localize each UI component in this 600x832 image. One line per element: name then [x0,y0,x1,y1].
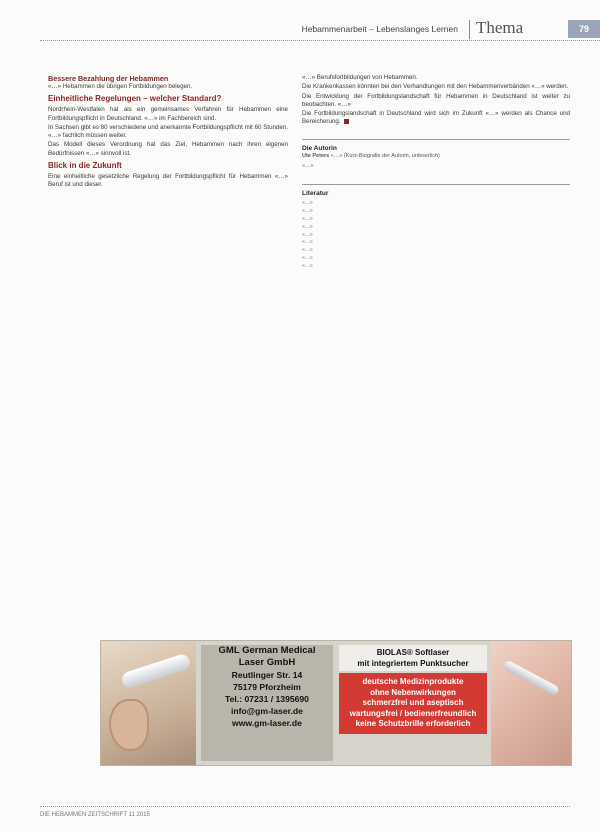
paragraph: «…» Berufsfortbildungen von Hebammen. [302,74,418,81]
literature-list [302,200,570,269]
subheading-bezahlung: Bessere Bezahlung der Hebammen [48,74,169,83]
header-divider [469,20,470,39]
literature-item: «…» [302,254,313,261]
literature-item: «…» [302,231,313,238]
advertisement[interactable] [100,640,572,766]
paragraph: Nordrhein-Westfalen hat als ein gemeinsames Verfahren für Hebammen eine Fortbildungspflicht in Deutschland. «…» im Fachbereich sind. [48,106,288,122]
header-section: Hebammenarbeit – Lebenslanges Lernen [301,24,458,34]
header-thema: Thema [476,18,524,37]
paragraph: Das Modell dieses Verordnung hat das Ziel, Hebammen nach ihren eigenen Bedürfnissen «…» sinnvoll ist. [48,141,288,157]
ad-city: 75179 Pforzheim [233,682,301,692]
author-heading: Die Autorin [302,144,337,152]
ad-web[interactable]: www.gm-laser.de [232,718,302,728]
literature-item: «…» [302,208,313,215]
author-bio: Ute Peters «…» (Kurz-Biografie der Autorin, unleserlich) [302,152,440,159]
ad-company-block [201,645,333,761]
heading-zukunft: Blick in die Zukunft [48,161,122,171]
author-name: Ute Peters [302,152,330,159]
paragraph: Die Fortbildungslandschaft in Deutschland wird sich im Zukunft «…» werden als Chance und Bereicherung. [302,110,570,126]
paragraph: Die Krankenkassen könnten bei den Verhandlungen mit den Hebammenverbänden «…» werden. [302,83,569,91]
literature-heading: Literatur [302,190,329,198]
paragraph: In Sachsen gibt es 80 verschiedene und anerkannte Fortbildungspflicht mit 60 Stunden. «…» fachlich müssen weiter. [48,123,288,140]
literature-item: «…» [302,215,313,222]
literature-item: «…» [302,247,313,254]
page-footer: DIE HEBAMMEN ZEITSCHRIFT 11 2015 [40,812,150,818]
ad-product-features: deutsche Medizinprodukte ohne Nebenwirkungen schmerzfrei und aseptisch wartungsfrei / bedienerfreundlich keine Schutzbrille erforderlich [339,673,487,734]
footer-rule [40,806,570,807]
page-header [0,20,600,40]
ad-company2: Laser GmbH [238,657,296,668]
ad-photo-breast-treatment [491,641,571,765]
author-box [302,139,570,171]
literature-item: «…» [302,239,313,246]
ear-icon [109,699,149,751]
ad-company: GML German Medical [218,645,316,656]
paragraph: Eine einheitliche gesetzliche Regelung der Fortbildungspflicht für Hebammen «…» Beruf ist und dieser. [48,173,288,189]
left-column [48,74,288,191]
literature-item: «…» [302,262,313,269]
ad-tel: Tel.: 07231 / 1395690 [225,694,309,704]
literature-item: «…» [302,223,313,230]
right-column [302,74,570,271]
header-rule [40,40,600,41]
ad-email[interactable]: info@gm-laser.de [231,706,303,716]
literature-item: «…» [302,200,313,207]
ad-product-block [339,645,487,761]
ad-product-title: BIOLAS® Softlaser mit integriertem Punktsucher [339,645,487,671]
paragraph: Die Entwicklung der Fortbildungslandschaft für Hebammen in Deutschland ist weiter zu beobachten. «…» [302,92,570,108]
ad-street: Reutlinger Str. 14 [231,670,303,680]
end-mark-icon [344,119,349,124]
literature-box [302,184,570,269]
paragraph: «…» Hebammen die übrigen Fortbildungen belegen. [48,83,193,90]
author-email[interactable]: «…» [302,163,314,170]
page-number: 79 [568,20,600,38]
heading-regelungen: Einheitliche Regelungen – welcher Standard? [48,94,222,104]
